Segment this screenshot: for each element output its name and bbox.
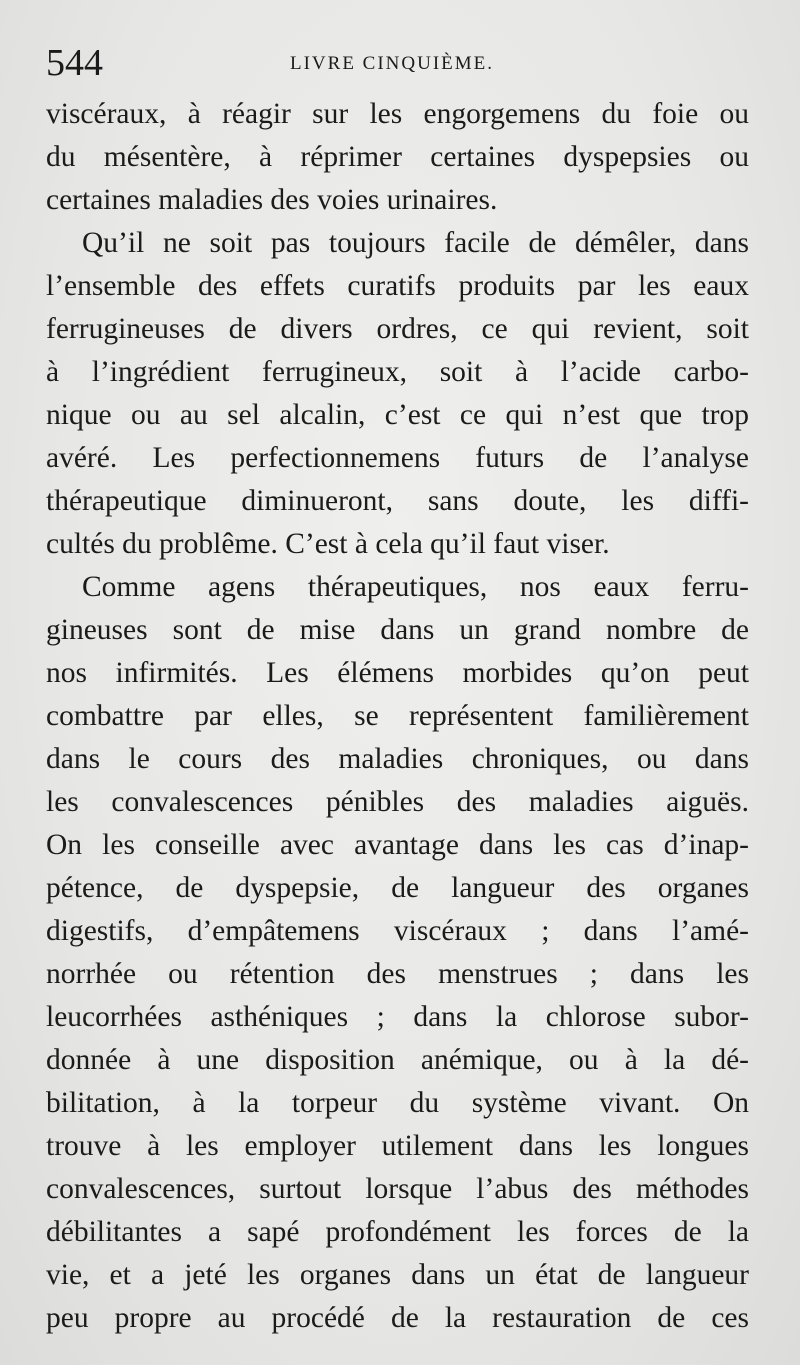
text-line: ferrugineuses de divers ordres, ce qui revient, soit (46, 313, 749, 345)
text-line: avéré. Les perfectionnemens futurs de l’analyse (46, 442, 749, 474)
text-line: viscéraux, à réagir sur les engorgemens du foie ou (46, 98, 749, 130)
text-line: combattre par elles, se représentent familièrement (46, 700, 749, 732)
text-line: nique ou au sel alcalin, c’est ce qui n’est que trop (46, 399, 749, 431)
text-line: dans le cours des maladies chroniques, ou dans (46, 743, 749, 775)
text-line: cultés du problême. C’est à cela qu’il faut viser. (46, 528, 610, 560)
paragraph-start-line: Comme agens thérapeutiques, nos eaux ferru- (82, 571, 749, 603)
paragraph-start-line: Qu’il ne soit pas toujours facile de démêler, dans (82, 227, 749, 259)
text-line: On les conseille avec avantage dans les cas d’inap- (46, 829, 749, 861)
text-line: peu propre au procédé de la restauration de ces (46, 1302, 749, 1334)
text-line: convalescences, surtout lorsque l’abus des méthodes (46, 1173, 749, 1205)
page-header (46, 38, 746, 88)
text-line: l’ensemble des effets curatifs produits par les eaux (46, 270, 749, 302)
page-number: 544 (46, 42, 103, 84)
text-line: norrhée ou rétention des menstrues ; dans les (46, 958, 749, 990)
body-text (46, 93, 749, 1340)
text-line: pétence, de dyspepsie, de langueur des organes (46, 872, 749, 904)
text-line: bilitation, à la torpeur du système vivant. On (46, 1087, 749, 1119)
text-line: gineuses sont de mise dans un grand nombre de (46, 614, 749, 646)
text-line: du mésentère, à réprimer certaines dyspepsies ou (46, 141, 749, 173)
text-line: thérapeutique diminueront, sans doute, les diffi- (46, 485, 749, 517)
text-line: à l’ingrédient ferrugineux, soit à l’acide carbo- (46, 356, 749, 388)
text-line: donnée à une disposition anémique, ou à la dé- (46, 1044, 749, 1076)
running-head: LIVRE CINQUIÈME. (290, 53, 495, 74)
text-line: les convalescences pénibles des maladies aiguës. (46, 786, 749, 818)
text-line: nos infirmités. Les élémens morbides qu’on peut (46, 657, 749, 689)
text-line: digestifs, d’empâtemens viscéraux ; dans l’amé- (46, 915, 749, 947)
text-line: leucorrhées asthéniques ; dans la chlorose subor- (46, 1001, 749, 1033)
text-line: vie, et a jeté les organes dans un état de langueur (46, 1259, 749, 1291)
text-line: trouve à les employer utilement dans les longues (46, 1130, 749, 1162)
text-line: certaines maladies des voies urinaires. (46, 184, 498, 216)
text-line: débilitantes a sapé profondément les forces de la (46, 1216, 749, 1248)
